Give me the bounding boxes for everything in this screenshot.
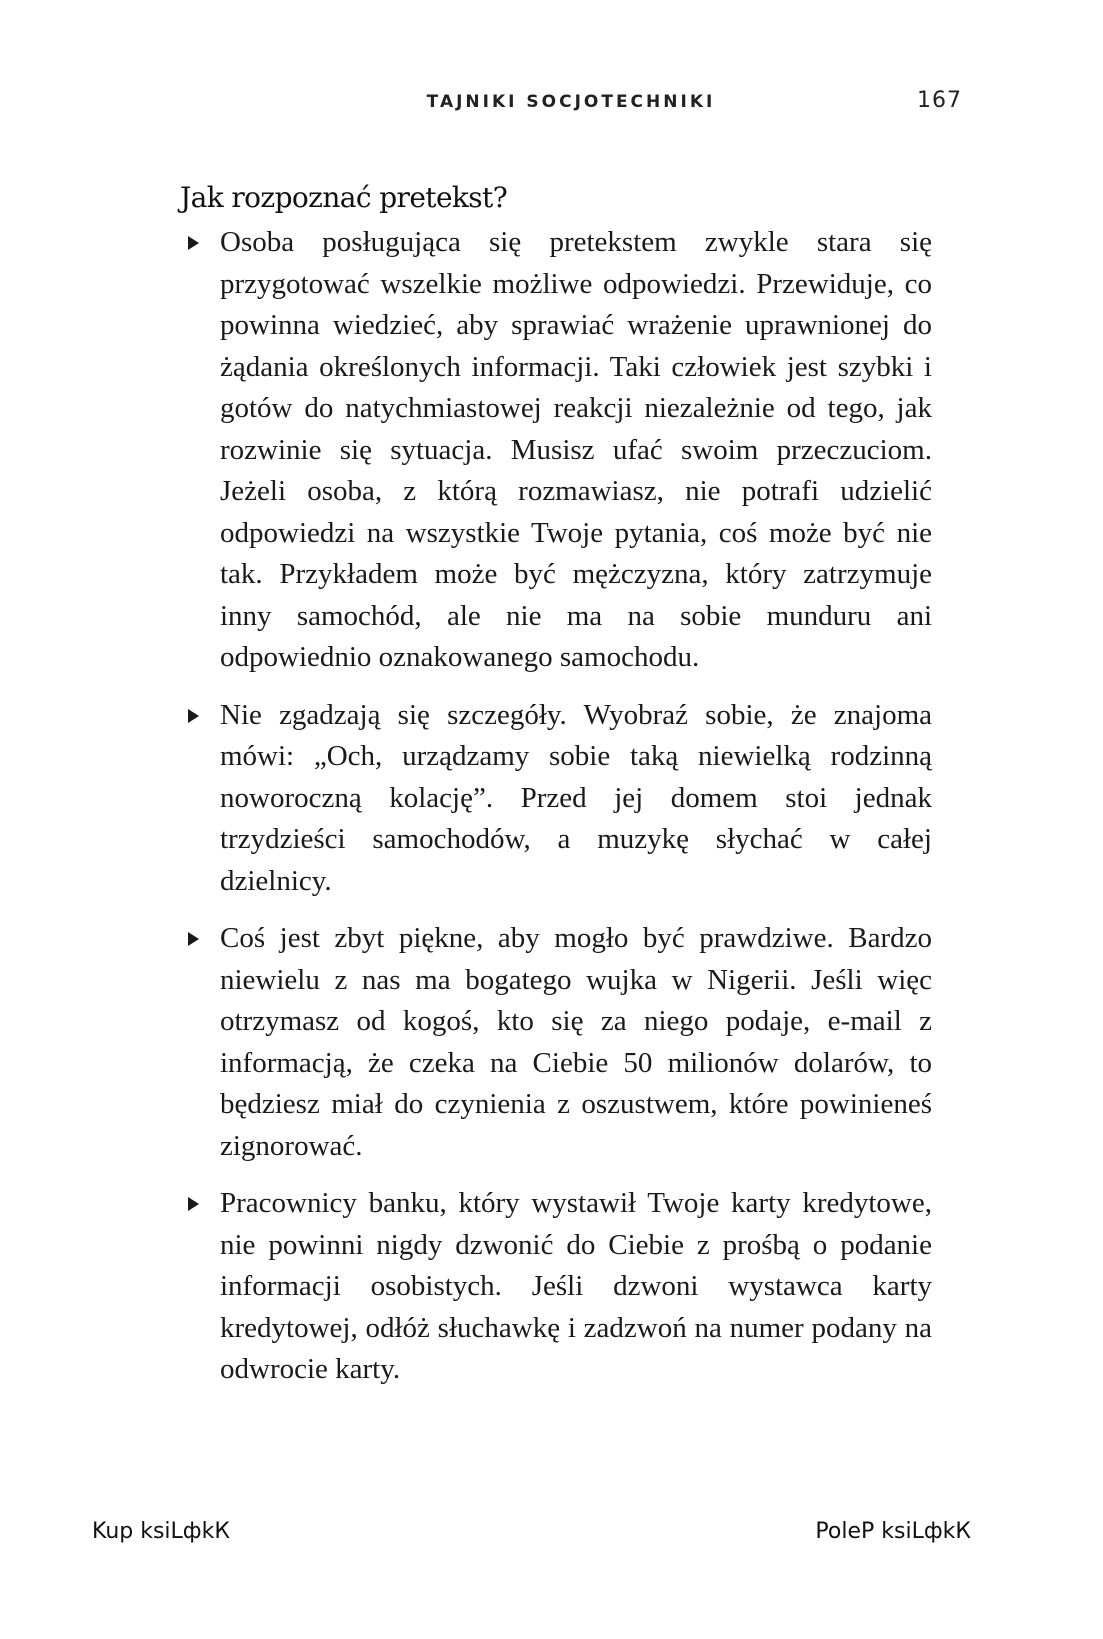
list-item-text: Nie zgadzają się szczegóły. Wyobraź sobie, że znajoma mówi: „Och, urządzamy sobie taką niewielką rodzinną noworoczną kolację”. Przed jej domem stoi jednak trzydzieści samochodów, a muzykę słychać w całej dzielnicy. — [220, 698, 932, 897]
list-item — [180, 1183, 932, 1391]
page-number: 167 — [917, 88, 962, 113]
list-item-text: Pracownicy banku, który wystawił Twoje karty kredytowe, nie powinni nigdy dzwonić do Ciebie z prośbą o podanie informacji osobistych. Jeśli dzwoni wystawca karty kredytowej, odłóż słuchawkę i zadzwoń na numer podany na odwrocie karty. — [220, 1187, 932, 1385]
triangle-bullet-icon — [188, 1197, 199, 1211]
running-title: TAJNIKI SOCJOTECHNIKI — [426, 92, 716, 112]
triangle-bullet-icon — [188, 932, 199, 946]
bullet-list — [180, 222, 932, 1391]
triangle-bullet-icon — [188, 709, 199, 723]
page-body — [180, 178, 932, 1407]
section-heading: Jak rozpoznać pretekst? — [180, 181, 508, 214]
list-item — [180, 222, 932, 679]
recommend-book-link[interactable]: PoleР ksiLфkК — [815, 1519, 971, 1544]
triangle-bullet-icon — [188, 236, 199, 250]
running-header — [180, 88, 962, 122]
list-item-text: Coś jest zbyt piękne, aby mogło być prawdziwe. Bardzo niewielu z nas ma bogatego wujka w Nigerii. Jeśli więc otrzymasz od kogoś, kto się za niego podaje, e-mail z informacją, że czeka na Ciebie 50 milionów dolarów, to będziesz miał do czynienia z oszustwem, które powinieneś zignorować. — [220, 922, 932, 1162]
buy-book-link[interactable]: Kup ksiLфkК — [92, 1519, 230, 1544]
list-item — [180, 918, 932, 1167]
list-item-text: Osoba posługująca się pretekstem zwykle stara się przygotować wszelkie możliwe odpowiedzi. Przewiduje, co powinna wiedzieć, aby sprawiać wrażenie uprawnionej do żądania określonych informacji. Taki człowiek jest szybki i gotów do natychmiastowej reakcji niezależnie od tego, jak rozwinie się sytuacja. Musisz ufać swoim przeczuciom. Jeżeli osoba, z którą rozmawiasz, nie potrafi udzielić odpowiedzi na wszystkie Twoje pytania, coś może być nie tak. Przykładem może być mężczyzna, który zatrzymuje inny samochód, ale nie ma na sobie munduru ani odpowiednio oznakowanego samochodu. — [220, 226, 932, 673]
list-item — [180, 695, 932, 903]
